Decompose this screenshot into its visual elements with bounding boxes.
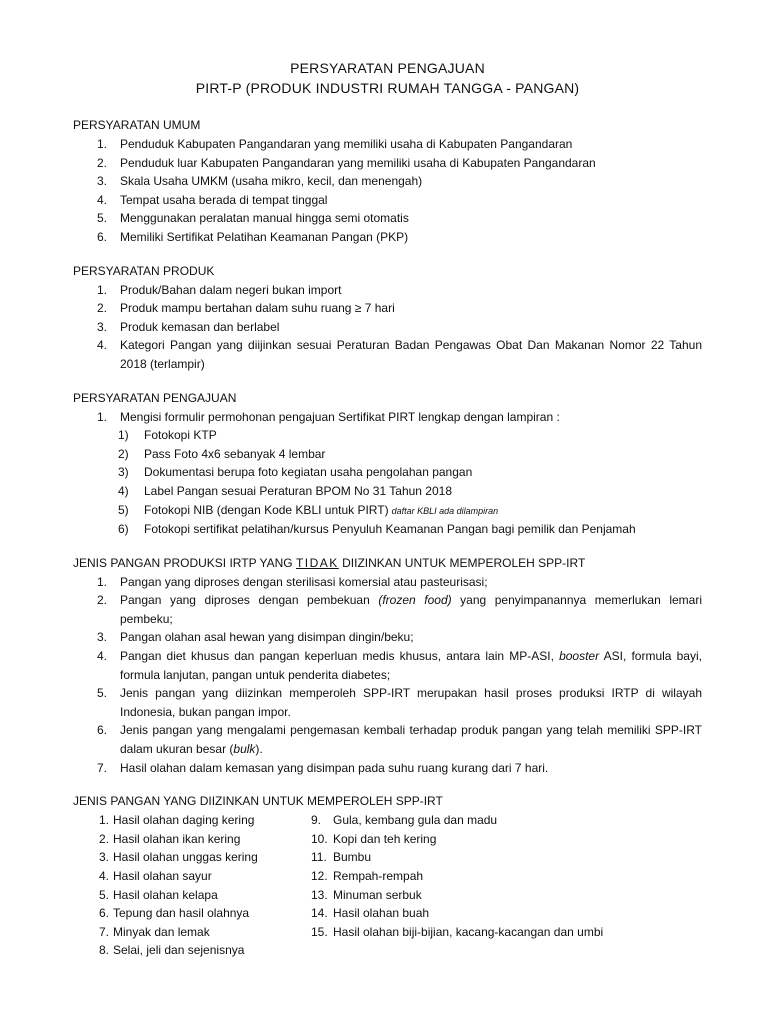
item-text: Selai, jeli dan sejenisnya <box>113 943 245 958</box>
umum-list <box>73 135 702 247</box>
sub-item-text: Dokumentasi berupa foto kegiatan usaha pengolahan pangan <box>144 465 473 480</box>
section-heading: JENIS PANGAN YANG DIIZINKAN UNTUK MEMPEROLEH SPP-IRT <box>73 794 443 809</box>
list-item <box>73 848 311 867</box>
item-text: Penduduk luar Kabupaten Pangandaran yang memiliki usaha di Kabupaten Pangandaran <box>120 155 596 170</box>
sub-list-item <box>73 520 702 539</box>
sub-item-text: Label Pangan sesuai Peraturan BPOM No 31 Tahun 2018 <box>144 483 452 498</box>
item-text-italic: bulk <box>233 742 256 757</box>
list-item <box>73 172 702 191</box>
list-item <box>73 408 702 427</box>
list-item <box>73 318 702 337</box>
sub-item-number: 1) <box>118 428 129 443</box>
sub-item-text: Fotokopi sertifikat pelatihan/kursus Penyuluh Keamanan Pangan bagi pemilik dan Penjamah <box>144 522 636 537</box>
item-text: Produk kemasan dan berlabel <box>120 319 280 334</box>
sub-item-number: 5) <box>118 502 129 517</box>
item-number: 3. <box>97 174 108 189</box>
list-item <box>73 684 702 721</box>
sub-item-number: 2) <box>118 446 129 461</box>
item-number: 1. <box>99 813 110 828</box>
list-item <box>73 209 702 228</box>
sub-list-item <box>73 482 702 501</box>
sub-list-item <box>73 501 702 521</box>
item-number: 4. <box>97 649 108 664</box>
list-item <box>311 904 671 923</box>
item-text: Produk/Bahan dalam negeri bukan import <box>120 282 342 297</box>
list-item <box>311 811 671 830</box>
section-heading <box>73 554 702 573</box>
sub-item-text: Fotokopi NIB (dengan Kode KBLI untuk PIRT) <box>144 502 389 517</box>
item-text: ). <box>255 742 263 757</box>
item-number: 5. <box>97 686 108 701</box>
item-number: 1. <box>97 282 108 297</box>
item-number: 2. <box>97 155 108 170</box>
item-number: 8. <box>99 943 110 958</box>
item-number: 14. <box>311 906 328 921</box>
list-item <box>73 647 702 684</box>
list-item <box>73 228 702 247</box>
item-number: 4. <box>99 869 110 883</box>
section-pangan-tidak-diizinkan <box>73 554 702 778</box>
section-heading: PERSYARATAN PENGAJUAN <box>73 390 237 405</box>
sub-item-text: Fotokopi KTP <box>144 428 217 443</box>
item-number: 6. <box>99 906 110 921</box>
item-number: 12. <box>311 869 328 883</box>
item-text: Gula, kembang gula dan madu <box>333 813 498 828</box>
list-item <box>73 299 702 318</box>
sub-list-item <box>73 463 702 482</box>
list-item <box>311 886 671 905</box>
document-title <box>73 58 702 98</box>
item-text: yang penyimpanannya memerlukan lemari pembeku; <box>120 593 702 626</box>
item-text: Tepung dan hasil olahnya <box>113 906 250 921</box>
sub-item-number: 3) <box>118 465 129 480</box>
item-text: Bumbu <box>333 850 372 865</box>
item-text: Minuman serbuk <box>333 887 422 902</box>
item-text: Menggunakan peralatan manual hingga semi otomatis <box>120 211 409 226</box>
item-number: 13. <box>311 887 328 902</box>
list-item <box>311 867 671 886</box>
list-item <box>73 923 311 942</box>
section-persyaratan-umum <box>73 116 702 247</box>
item-number: 2. <box>97 301 108 316</box>
section-persyaratan-produk <box>73 262 702 374</box>
item-number: 2. <box>99 831 110 846</box>
list-item <box>73 591 702 628</box>
title-line-1: PERSYARATAN PENGAJUAN <box>290 60 485 76</box>
list-item <box>73 154 702 173</box>
list-item <box>73 721 702 758</box>
item-number: 9. <box>311 813 322 828</box>
item-text: Pangan yang diproses dengan pembekuan <box>120 593 379 608</box>
item-number: 1. <box>97 409 108 424</box>
list-item <box>73 830 311 849</box>
item-text: Memiliki Sertifikat Pelatihan Keamanan Pangan (PKP) <box>120 229 409 244</box>
list-item <box>73 886 311 905</box>
item-number: 1. <box>97 137 108 151</box>
item-number: 6. <box>97 723 108 738</box>
item-number: 6. <box>97 229 108 244</box>
item-text-italic: booster <box>559 649 600 664</box>
list-item <box>73 867 311 886</box>
item-number: 7. <box>99 924 110 939</box>
item-number: 7. <box>97 760 108 775</box>
item-text: Hasil olahan biji-bijian, kacang-kacangan dan umbi <box>333 924 604 939</box>
item-text: Hasil olahan dalam kemasan yang disimpan pada suhu ruang kurang dari 7 hari. <box>120 760 549 775</box>
item-number: 4. <box>97 338 108 353</box>
item-number: 10. <box>311 831 328 846</box>
item-number: 3. <box>99 850 110 865</box>
list-item <box>311 923 671 942</box>
list-item <box>73 759 702 778</box>
diizinkan-grid <box>73 811 702 960</box>
item-text-italic: (frozen food) <box>378 593 452 608</box>
section-persyaratan-pengajuan <box>73 389 702 539</box>
kbli-note: daftar KBLI ada dilampiran <box>391 505 499 516</box>
item-text: Jenis pangan yang mengalami pengemasan kembali terhadap produk pangan yang telah memiliki SPP-IRT dalam ukuran besar ( <box>120 723 702 757</box>
item-text: Jenis pangan yang diizinkan memperoleh SPP-IRT merupakan hasil proses produksi IRTP di wilayah Indonesia, bukan pangan impor. <box>120 686 702 719</box>
list-item <box>73 281 702 300</box>
heading-text: JENIS PANGAN PRODUKSI IRTP YANG <box>73 555 296 570</box>
list-item <box>311 830 671 849</box>
heading-underlined-word: TIDAK <box>295 555 339 570</box>
sub-item-number: 6) <box>118 522 129 537</box>
sub-list-item <box>73 445 702 464</box>
list-item <box>73 135 702 154</box>
item-text: Minyak dan lemak <box>113 924 210 939</box>
item-text: Hasil olahan ikan kering <box>113 831 241 846</box>
produk-list <box>73 281 702 374</box>
item-number: 3. <box>97 319 108 334</box>
item-text: Hasil olahan sayur <box>113 869 212 883</box>
lampiran-list <box>73 426 702 539</box>
item-text: Tempat usaha berada di tempat tinggal <box>120 192 328 207</box>
item-text: Skala Usaha UMKM (usaha mikro, kecil, dan menengah) <box>120 174 423 189</box>
list-item <box>73 811 311 830</box>
section-pangan-diizinkan <box>73 792 702 960</box>
item-text: Hasil olahan buah <box>333 906 430 921</box>
item-number: 1. <box>97 574 108 589</box>
item-text: Pangan yang diproses dengan sterilisasi komersial atau pasteurisasi; <box>120 574 488 589</box>
list-item <box>73 628 702 647</box>
section-heading: PERSYARATAN PRODUK <box>73 263 215 278</box>
sub-list-item <box>73 426 702 445</box>
title-line-2: PIRT-P (PRODUK INDUSTRI RUMAH TANGGA - PANGAN) <box>195 80 580 96</box>
section-heading: PERSYARATAN UMUM <box>73 118 201 132</box>
item-text: Pangan diet khusus dan pangan keperluan medis khusus, antara lain MP-ASI, <box>120 649 560 664</box>
heading-text: DIIZINKAN UNTUK MEMPEROLEH SPP-IRT <box>338 555 586 570</box>
item-text: Penduduk Kabupaten Pangandaran yang memiliki usaha di Kabupaten Pangandaran <box>120 137 573 151</box>
item-text: Hasil olahan daging kering <box>113 813 255 828</box>
pengajuan-list <box>73 408 702 427</box>
item-text: Produk mampu bertahan dalam suhu ruang ≥ 7 hari <box>120 301 395 316</box>
sub-item-text: Pass Foto 4x6 sebanyak 4 lembar <box>144 446 326 461</box>
item-number: 15. <box>311 924 328 939</box>
item-text: Kategori Pangan yang diijinkan sesuai Peraturan Badan Pengawas Obat Dan Makanan Nomor 22 Tahun 2018 (terlampir) <box>120 338 702 371</box>
item-number: 3. <box>97 630 108 645</box>
diizinkan-column-2 <box>311 811 671 960</box>
item-text: Kopi dan teh kering <box>333 831 437 846</box>
list-item <box>73 191 702 210</box>
list-item <box>73 904 311 923</box>
item-number: 11. <box>311 850 327 865</box>
item-text: Pangan olahan asal hewan yang disimpan dingin/beku; <box>120 630 414 645</box>
item-text: Hasil olahan unggas kering <box>113 850 258 865</box>
item-text: ASI, formula bayi, formula lanjutan, pangan untuk penderita diabetes; <box>120 649 702 682</box>
item-text: Rempah-rempah <box>333 869 424 883</box>
sub-item-number: 4) <box>118 483 129 498</box>
list-item <box>73 941 311 960</box>
item-text: Mengisi formulir permohonan pengajuan Sertifikat PIRT lengkap dengan lampiran : <box>120 409 560 424</box>
item-number: 2. <box>97 593 108 608</box>
list-item <box>311 848 671 867</box>
list-item <box>73 573 702 592</box>
list-item <box>73 336 702 373</box>
tidak-list <box>73 573 702 778</box>
item-number: 5. <box>97 211 108 226</box>
item-number: 5. <box>99 887 110 902</box>
diizinkan-column-1 <box>73 811 311 960</box>
item-text: Hasil olahan kelapa <box>113 887 218 902</box>
item-number: 4. <box>97 192 108 207</box>
